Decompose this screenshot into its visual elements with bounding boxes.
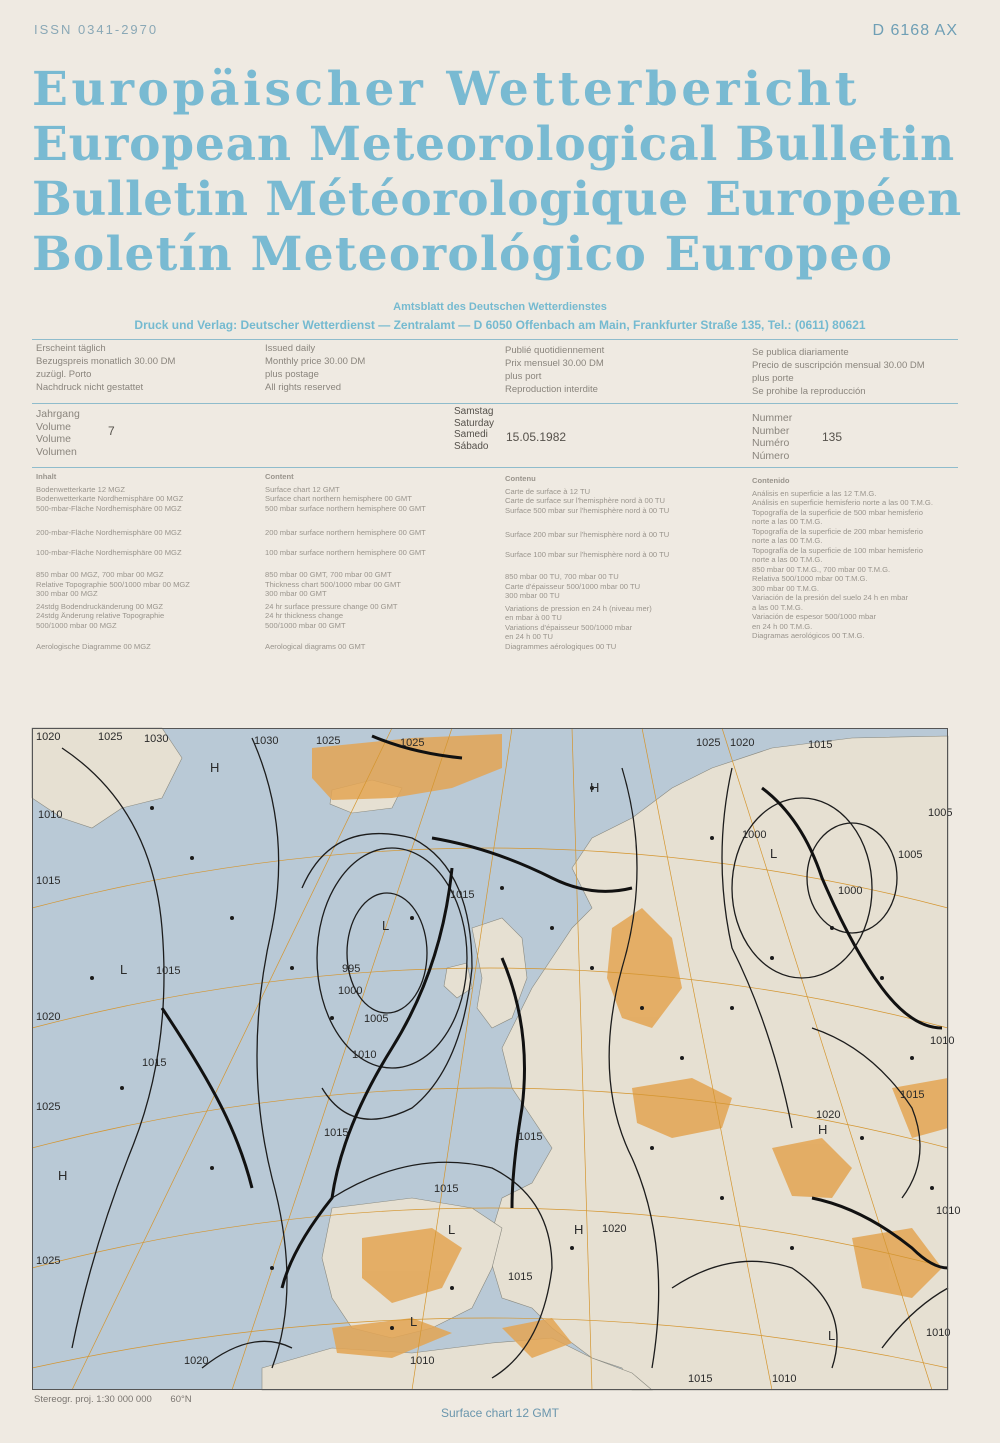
number-label: Number xyxy=(752,424,790,437)
number-label: Nummer xyxy=(752,412,793,424)
high-pressure-center: H xyxy=(818,1122,828,1137)
isobar-label: 1010 xyxy=(38,809,63,821)
contents-item: Surface 100 mbar sur l'hemisphère nord à 00 TU xyxy=(505,549,670,559)
sub-line: Erscheint täglich xyxy=(36,343,106,354)
contents-item: Relative Topographie 500/1000 mbar 00 MGZ xyxy=(36,579,190,589)
title-spanish: Boletín Meteorológico Europeo xyxy=(32,227,894,282)
contents-item: Topografía de la superficie de 500 mbar hemisferio xyxy=(752,507,923,517)
sub-line: All rights reserved xyxy=(265,382,342,393)
isobar-label: 1025 xyxy=(36,1101,61,1113)
title-english: European Meteorological Bulletin xyxy=(32,117,955,172)
issn-number: ISSN 0341-2970 xyxy=(34,22,159,37)
high-pressure-center: H xyxy=(210,760,220,775)
contents-item: 850 mbar 00 TU, 700 mbar 00 TU xyxy=(505,572,619,581)
sub-line: Nachdruck nicht gestattet xyxy=(36,382,144,393)
contents-item: Aerological diagrams 00 GMT xyxy=(265,642,366,651)
isobar-label: 1020 xyxy=(184,1355,209,1367)
projection-text: Stereogr. proj. 1:30 000 000 xyxy=(34,1394,152,1405)
isobar-label: 1025 xyxy=(696,737,721,749)
volume-label: Jahrgang xyxy=(36,408,80,420)
contents-item: 100 mbar surface northern hemisphere 00 GMT xyxy=(265,547,426,557)
divider xyxy=(32,403,958,404)
contents-german xyxy=(36,472,190,652)
contents-item: Aerologische Diagramme 00 MGZ xyxy=(36,642,151,651)
sub-line: Precio de suscripción mensual 30.00 DM xyxy=(752,360,925,371)
contents-item: Diagramas aerológicos 00 T.M.G. xyxy=(752,631,865,640)
isobar-label: 1015 xyxy=(900,1089,925,1101)
contents-item: Topografía de la superficie de 100 mbar hemisferio xyxy=(752,545,923,555)
isobar-label: 1010 xyxy=(352,1049,377,1061)
contents-item: Surface chart northern hemisphere 00 GMT xyxy=(265,494,412,503)
publisher-line: Druck und Verlag: Deutscher Wetterdienst — Zentralamt — D 6050 Offenbach am Main, Frankfurter Straße 135, Tel.: (0611) 80621 xyxy=(134,318,866,332)
title-german: Europäischer Wetterbericht xyxy=(32,62,860,117)
isobar-label: 1005 xyxy=(928,807,953,819)
latitude-text: 60°N xyxy=(170,1394,192,1405)
map-caption: Surface chart 12 GMT xyxy=(440,1406,560,1420)
contents-english xyxy=(265,472,426,652)
isobar-label: 1015 xyxy=(808,739,833,751)
sub-line: plus porte xyxy=(752,373,794,384)
low-pressure-center: L xyxy=(770,846,778,861)
contents-item: norte a las 00 T.M.G. xyxy=(752,555,823,564)
isobar-label: 1015 xyxy=(508,1271,533,1283)
contents-item: Bodenwetterkarte Nordhemisphäre 00 MGZ xyxy=(36,494,184,503)
contents-item: 24 hr thickness change xyxy=(265,611,344,620)
volume-label: Volume xyxy=(36,420,72,433)
contents-item: Relativa 500/1000 mbar 00 T.M.G. xyxy=(752,574,868,583)
isobar-label: 1000 xyxy=(838,885,863,897)
number-label: Numéro xyxy=(752,437,790,449)
contents-heading: Content xyxy=(265,472,294,481)
surface-weather-map xyxy=(32,728,961,1390)
contents-item: 300 mbar 00 MGZ xyxy=(36,589,98,598)
sub-line: Se publica diariamente xyxy=(752,347,849,358)
sub-line: plus postage xyxy=(265,369,319,380)
day-label: Samstag xyxy=(454,406,494,417)
volume-value: 7 xyxy=(108,424,115,438)
sub-line: plus port xyxy=(505,371,542,382)
isobar-label: 1015 xyxy=(688,1373,713,1385)
contents-item: en 24 h 00 TU xyxy=(505,632,553,641)
sub-line: zuzügl. Porto xyxy=(36,369,92,380)
isobar-label: 1000 xyxy=(742,829,767,841)
day-label: Sábado xyxy=(454,440,489,452)
divider xyxy=(32,339,958,340)
title-french: Bulletin Météorologique Européen xyxy=(32,172,962,227)
contents-item: Bodenwetterkarte 12 MGZ xyxy=(36,484,126,494)
sub-line: Bezugspreis monatlich 30.00 DM xyxy=(36,356,176,367)
high-pressure-center: H xyxy=(58,1168,68,1183)
isobar-label: 1030 xyxy=(254,735,279,747)
contents-item: Thickness chart 500/1000 mbar 00 GMT xyxy=(265,579,401,589)
contents-item: Surface chart 12 GMT xyxy=(265,484,340,494)
contents-heading: Inhalt xyxy=(36,472,57,481)
isobar-label: 1020 xyxy=(730,737,755,749)
contents-item: Variación de la presión del suelo 24 h en mbar xyxy=(752,593,909,602)
contents-item: Análisis en superficie a las 12 T.M.G. xyxy=(752,488,877,498)
isobar-label: 1030 xyxy=(144,733,169,745)
isobar-label: 1015 xyxy=(36,875,61,887)
isobar-label: 1025 xyxy=(98,731,123,743)
bulletin-title xyxy=(32,62,962,282)
isobar-label: 1020 xyxy=(602,1223,627,1235)
contents-item: 500/1000 mbar 00 MGZ xyxy=(36,620,117,630)
isobar-label: 1015 xyxy=(434,1183,459,1195)
isobar-label: 1025 xyxy=(400,737,425,749)
isobar-label: 1010 xyxy=(936,1205,961,1217)
contents-item: Topografía de la superficie de 200 mbar hemisferio xyxy=(752,526,923,536)
contents-item: Variación de espesor 500/1000 mbar xyxy=(752,612,876,621)
isobar-label: 1020 xyxy=(816,1109,841,1121)
contents-item: norte a las 00 T.M.G. xyxy=(752,536,823,545)
isobar-label: 1010 xyxy=(930,1035,955,1047)
isobar-label: 1015 xyxy=(518,1131,543,1143)
isobar-label: 1015 xyxy=(156,965,181,977)
contents-item: 300 mbar 00 GMT xyxy=(265,589,327,598)
contents-item: 850 mbar 00 GMT, 700 mbar 00 GMT xyxy=(265,570,392,579)
isobar-label: 995 xyxy=(342,963,361,975)
map-projection-note xyxy=(34,1394,192,1405)
contents-item: Diagrammes aérologiques 00 TU xyxy=(505,641,617,651)
low-pressure-center: L xyxy=(382,918,390,933)
contents-item: 850 mbar 00 MGZ, 700 mbar 00 MGZ xyxy=(36,570,164,579)
isobar-label: 1020 xyxy=(36,731,61,743)
high-pressure-center: H xyxy=(574,1222,584,1237)
number-labels xyxy=(752,412,792,462)
contents-spanish xyxy=(752,476,933,641)
low-pressure-center: L xyxy=(448,1222,456,1237)
isobar-label: 1015 xyxy=(142,1057,167,1069)
contents-item: 500-mbar-Fläche Nordhemisphäre 00 MGZ xyxy=(36,503,182,513)
contents-item: Carte d'épaisseur 500/1000 mbar 00 TU xyxy=(505,581,641,591)
contents-item: Surface 500 mbar sur l'hemisphère nord à 00 TU xyxy=(505,505,670,515)
postal-code: D 6168 AX xyxy=(872,22,958,39)
contents-heading: Contenu xyxy=(505,474,536,483)
subscription-german xyxy=(36,342,175,394)
isobar-label: 1010 xyxy=(410,1355,435,1367)
low-pressure-center: L xyxy=(120,962,128,977)
contents-item: 24stdg Änderung relative Topographie xyxy=(36,611,165,620)
isobar-label: 1005 xyxy=(898,849,923,861)
isobar-label: 1005 xyxy=(364,1013,389,1025)
contents-item: Carte de surface sur l'hemisphère nord à 00 TU xyxy=(505,496,666,505)
day-label: Saturday xyxy=(454,417,495,429)
contents-item: 500/1000 mbar 00 GMT xyxy=(265,620,346,630)
isobar-label: 1015 xyxy=(324,1127,349,1139)
low-pressure-center: L xyxy=(828,1328,836,1343)
contents-item: Análisis en superficie hemisferio norte a las 00 T.M.G. xyxy=(752,498,933,507)
isobar-label: 1010 xyxy=(772,1373,797,1385)
map-canvas xyxy=(32,728,961,1390)
sub-line: Issued daily xyxy=(265,343,316,354)
volume-labels xyxy=(36,408,80,458)
contents-item: 100-mbar-Fläche Nordhemisphäre 00 MGZ xyxy=(36,547,182,557)
sub-line: Prix mensuel 30.00 DM xyxy=(505,358,604,369)
volume-label: Volume xyxy=(36,433,72,445)
contents-item: Variations d'épaisseur 500/1000 mbar xyxy=(505,622,633,632)
contents-item: 24stdg Bodendruckänderung 00 MGZ xyxy=(36,601,164,611)
volume-label: Volumen xyxy=(36,445,77,458)
low-pressure-center: L xyxy=(410,1314,418,1329)
contents-item: 24 hr surface pressure change 00 GMT xyxy=(265,601,398,611)
isobar-label: 1025 xyxy=(36,1255,61,1267)
contents-item: en mbar à 00 TU xyxy=(505,613,562,622)
issue-date: 15.05.1982 xyxy=(506,430,567,444)
day-label: Samedi xyxy=(454,429,488,440)
isobar-label: 1010 xyxy=(926,1327,951,1339)
contents-item: 850 mbar 00 T.M.G., 700 mbar 00 T.M.G. xyxy=(752,564,891,574)
contents-item: 300 mbar 00 TU xyxy=(505,591,560,600)
sub-line: Se prohibe la reproducción xyxy=(752,386,866,397)
contents-item: 200-mbar-Fläche Nordhemisphäre 00 MGZ xyxy=(36,528,182,537)
official-gazette: Amtsblatt des Deutschen Wetterdienstes xyxy=(393,301,607,313)
isobar-label: 1000 xyxy=(338,985,363,997)
contents-item: Variations de pression en 24 h (niveau mer) xyxy=(505,603,652,613)
sub-line: Publié quotidiennement xyxy=(505,345,605,356)
contents-item: en 24 h 00 T.M.G. xyxy=(752,621,813,631)
isobar-label: 1020 xyxy=(36,1011,61,1023)
divider xyxy=(32,467,958,468)
contents-item: Surface 200 mbar sur l'hemisphère nord à 00 TU xyxy=(505,530,670,539)
number-label: Número xyxy=(752,449,790,462)
subscription-spanish xyxy=(752,346,925,398)
subscription-french xyxy=(505,344,604,396)
high-pressure-center: H xyxy=(590,780,600,795)
sub-line: Reproduction interdite xyxy=(505,384,598,395)
contents-item: 500 mbar surface northern hemisphere 00 GMT xyxy=(265,503,426,513)
contents-item: norte a las 00 T.M.G. xyxy=(752,517,823,526)
contents-item: Carte de surface à 12 TU xyxy=(505,486,591,496)
contents-item: 300 mbar 00 T.M.G. xyxy=(752,583,819,593)
contents-heading: Contenido xyxy=(752,476,790,485)
isobar-label: 1025 xyxy=(316,735,341,747)
isobar-label: 1015 xyxy=(450,889,475,901)
contents-french xyxy=(505,474,669,651)
day-labels xyxy=(454,406,494,452)
contents-item: a las 00 T.M.G. xyxy=(752,602,803,612)
subscription-english xyxy=(265,342,365,394)
sub-line: Monthly price 30.00 DM xyxy=(265,356,366,367)
issue-number: 135 xyxy=(822,430,843,444)
contents-item: 200 mbar surface northern hemisphere 00 GMT xyxy=(265,528,426,537)
